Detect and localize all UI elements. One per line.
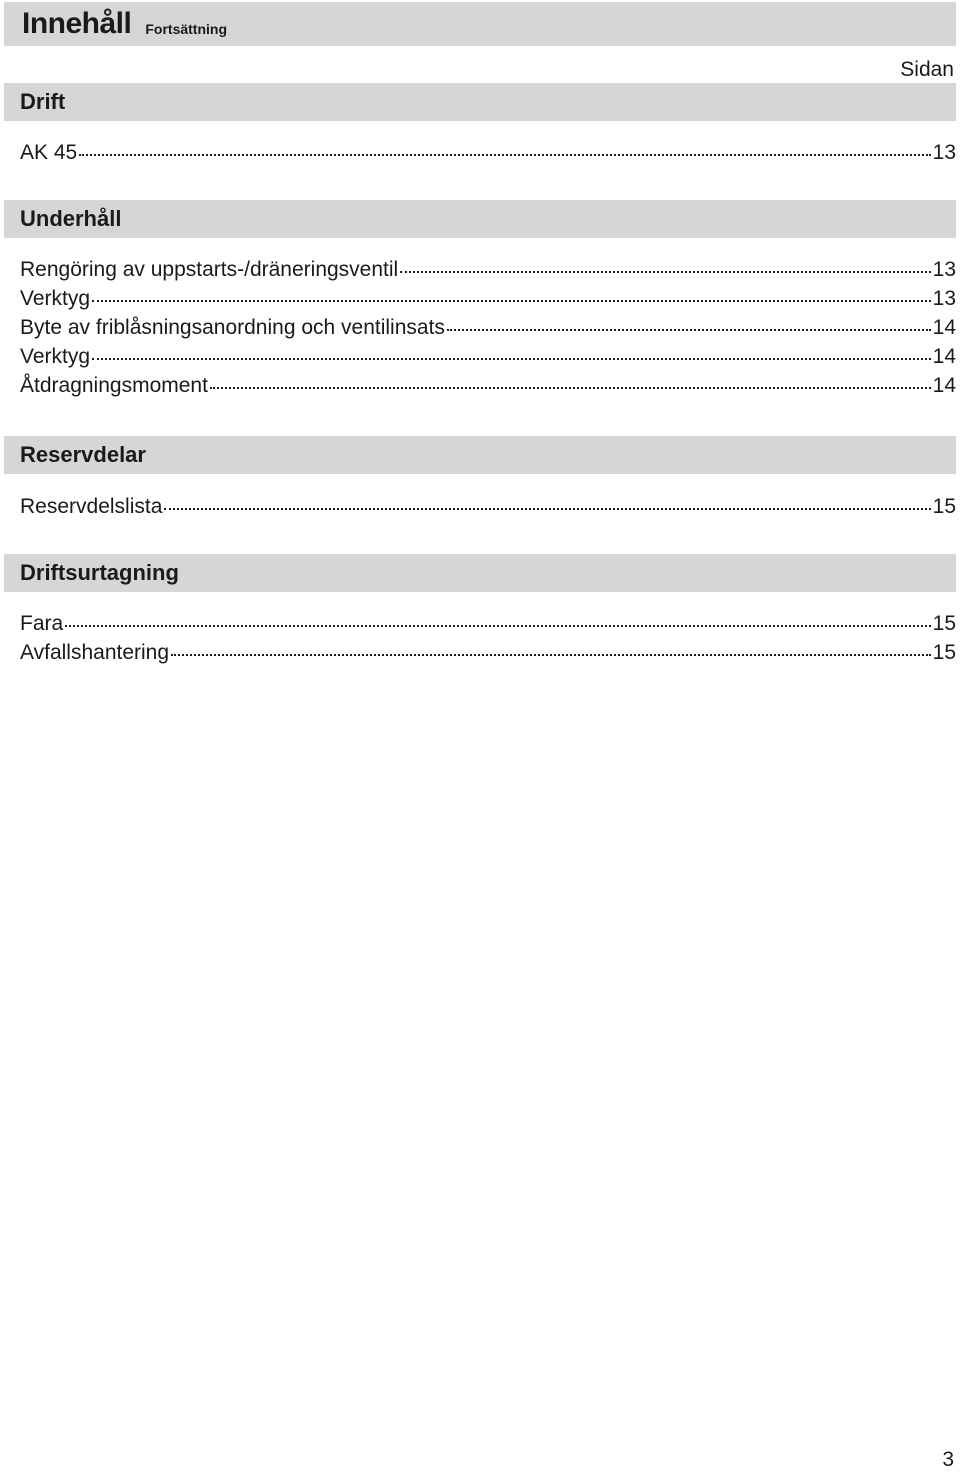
section-title: Driftsurtagning (20, 560, 179, 585)
leader-dots (447, 329, 931, 331)
page-title: Innehåll (22, 7, 132, 40)
toc-entries-driftsurtagning (20, 609, 956, 667)
leader-dots (65, 625, 930, 627)
section-title: Drift (20, 89, 66, 114)
leader-dots (171, 654, 931, 656)
toc-entry-label: Rengöring av uppstarts-/dräneringsventil (20, 258, 399, 281)
toc-entry[interactable] (20, 638, 956, 667)
leader-dots (400, 271, 930, 273)
toc-entry[interactable] (20, 138, 956, 167)
section-title: Reservdelar (20, 442, 146, 467)
title-bar (4, 2, 956, 46)
section-header-reservdelar (4, 436, 956, 474)
toc-entry-label: Verktyg (20, 287, 91, 310)
toc-entry[interactable] (20, 609, 956, 638)
leader-dots (79, 154, 930, 156)
section-header-underhall (4, 200, 956, 238)
toc-entry-page: 14 (932, 374, 956, 397)
toc-entry-page: 13 (932, 141, 956, 164)
toc-entry-page: 14 (932, 316, 956, 339)
section-title: Underhåll (20, 206, 122, 231)
toc-entry-page: 13 (932, 287, 956, 310)
toc-entry-label: Reservdelslista (20, 495, 163, 518)
page-column-label: Sidan (900, 58, 954, 81)
toc-entry[interactable] (20, 342, 956, 371)
toc-entries-reservdelar (20, 492, 956, 521)
toc-entry[interactable] (20, 371, 956, 400)
section-header-drift (4, 83, 956, 121)
toc-entry-label: Åtdragningsmoment (20, 374, 208, 397)
toc-entry-page: 15 (932, 612, 956, 635)
toc-entries-underhall (20, 255, 956, 400)
toc-entry-page: 15 (932, 641, 956, 664)
toc-entry[interactable] (20, 255, 956, 284)
toc-entries-drift (20, 138, 956, 167)
page-subtitle: Fortsättning (145, 21, 228, 37)
toc-entry-label: Fara (20, 612, 64, 635)
toc-entry-label: Verktyg (20, 345, 91, 368)
toc-entry-label: AK 45 (20, 141, 78, 164)
leader-dots (92, 358, 931, 360)
toc-entry[interactable] (20, 492, 956, 521)
page-number: 3 (942, 1448, 954, 1471)
leader-dots (92, 300, 931, 302)
toc-entry-label: Avfallshantering (20, 641, 170, 664)
toc-entry-page: 13 (932, 258, 956, 281)
toc-entry-label: Byte av friblåsningsanordning och ventilinsats (20, 316, 445, 339)
leader-dots (164, 508, 930, 510)
toc-entry-page: 15 (932, 495, 956, 518)
toc-entry-page: 14 (932, 345, 956, 368)
section-header-driftsurtagning (4, 554, 956, 592)
leader-dots (210, 387, 931, 389)
toc-entry[interactable] (20, 284, 956, 313)
toc-entry[interactable] (20, 313, 956, 342)
